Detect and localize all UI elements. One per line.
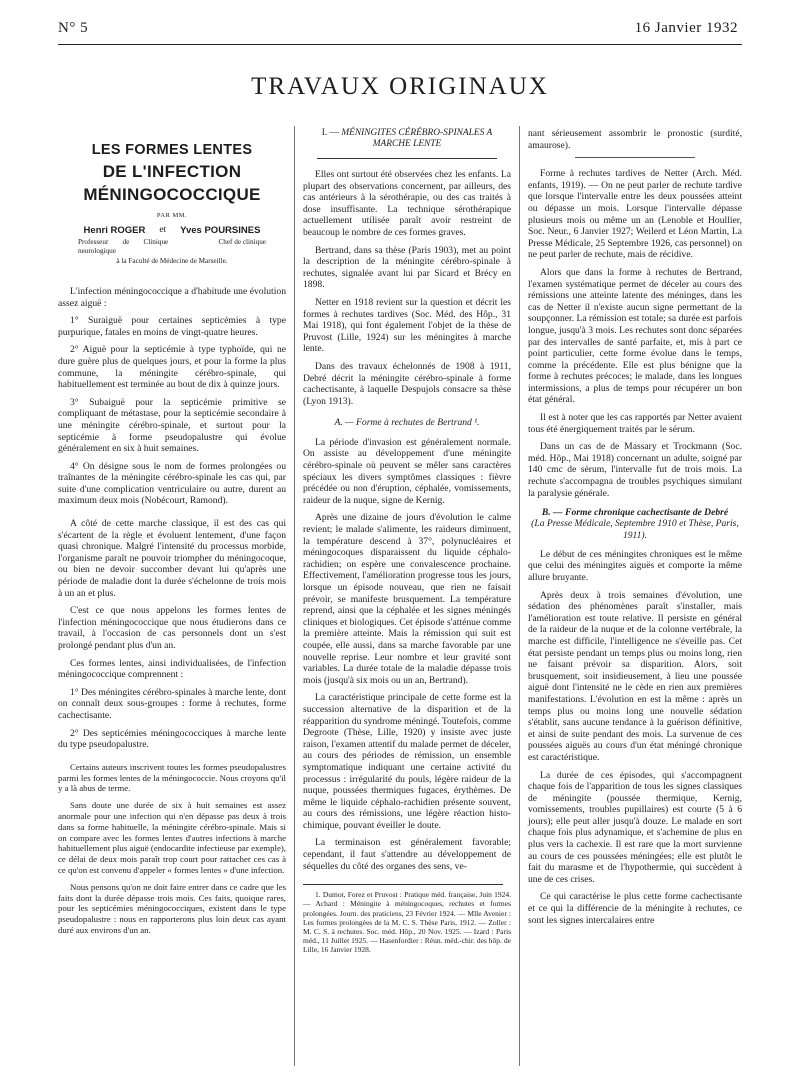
paragraph: Ces formes lentes, ainsi individualisées, de l'infection méningococcique comprennent : (58, 657, 286, 681)
paragraph: 1° Des méningites cérébro-spinales à marche lente, dont on connaît deux sous-groupes : forme à rechutes, forme cachectisante. (58, 686, 286, 721)
affiliation-roger: Professeur de Clinique neurologique (78, 238, 169, 255)
paragraph: Le début de ces méningites chroniques est le même que celui des méningites aiguës et comporte la même allure bruyante. (528, 548, 742, 584)
column-1 (58, 128, 286, 942)
article-title (58, 140, 286, 206)
separator-rule (575, 157, 695, 158)
paragraph: Elles ont surtout été observées chez les enfants. La plupart des observations concernent, par ailleurs, des cas antérieurs à la sérothérapie, ou des cas traités à dose insuffisante. La technique sérothérapique actuellement utilisée paraît avoir restreint de beaucoup le nombre de ces formes graves. (303, 169, 511, 238)
article-title-line: LES FORMES LENTES (91, 142, 253, 158)
subsection-number: I. — (321, 128, 339, 138)
by-line: PAR MM. (156, 212, 188, 219)
column-divider (294, 126, 295, 1066)
paragraph: 2° Aiguë pour la septicémie à type typhoïde, qui ne dure guère plus de quelques jours, et pour la forme la plus commune, la méningite cérébro-spinale, qui habituellement est terminée au bout de dix à quinze jours. (58, 344, 286, 391)
column-2 (303, 128, 511, 961)
column-3 (528, 128, 742, 932)
affiliation-poursines: Chef de clinique (218, 238, 266, 247)
author-poursines: Yves POURSINES (180, 224, 261, 236)
article-title-line: MÉNINGOCOCCIQUE (83, 185, 261, 204)
column-divider (519, 126, 520, 1066)
paragraph: Dans un cas de de Massary et Trockmann (Soc. méd. Hôp., Mai 1918) concernant un adulte, soigné par 140 cmc de sérum, l'intervalle fut de trois mois. La rechute s'accompagna de troubles psychiques simulant la paralysie générale. (528, 441, 742, 499)
heading-rule (317, 158, 497, 159)
subsection-b-reference: (La Presse Médicale, Septembre 1910 et Thèse, Paris, 1911). (531, 518, 739, 541)
subsection-b-heading (528, 507, 742, 541)
article-title-line: DE L'INFECTION (102, 162, 242, 181)
paragraph: A côté de cette marche classique, il est des cas qui s'écartent de la règle et évoluent lentement, d'une façon quasi chronique. Malgré l'intensité du processus morbide, l'organisme paraît ne pouvoir triompher du méningocoque, ou bien ne devoir succomber devant lui qu'après une période de maladie dont la durée s'échelonne de trois mois à un an et plus. (58, 518, 286, 599)
paragraph: Netter en 1918 revient sur la question et décrit les formes à rechutes tardives (Soc. Méd. des Hôp., 31 Mai 1918), qui font également l'objet de la thèse de Pruvost (Lille, 1924) sur les méningites à marche lente. (303, 296, 511, 355)
paragraph: nant sérieusement assombrir le pronostic (surdité, amaurose). (528, 128, 742, 151)
paragraph: La caractéristique principale de cette forme est la succession alternative de la disparition et de la réapparition du syndrome méningé. Toutefois, comme Degroote (Thèse, Lille, 1920) y insiste avec juste raison, l'examen attentif du malade permet de déceler, au cours des périodes de rémission, un ensemble symptomatique indiquant une certaine activité du processus : irrégularité du pouls, légère raideur de la nuque, poussées thermiques fugaces, érythèmes. De même le liquide céphalo-rachidien présente souvent, au cours des rémissions, une légère réaction histo-chimique, pouvant éveiller le doute. (303, 692, 511, 831)
paragraph: Sans doute une durée de six à huit semaines est assez anormale pour une infection qui n'en dépasse pas deux à trois dans sa forme habituelle, la méningite cérébro-spinale. Mais si on compare avec les formes lentes d'autres infections à marche habituellement plus aiguë (endocardite infectieuse par exemple), ce délai de deux mois paraît trop court pour rattacher ces cas à ce qu'on est convenu d'appeler « formes lentes » d'une infection. (58, 800, 286, 875)
subsection-title: MÉNINGITES CÉRÉBRO-SPINALES A MARCHE LENTE (341, 128, 493, 149)
subsection-heading (303, 128, 511, 150)
paragraph: 2° Des septicémies méningococciques à marche lente du type pseudopalustre. (58, 727, 286, 751)
header-rule (58, 44, 742, 45)
paragraph: L'infection méningococcique a d'habitude une évolution assez aiguë : (58, 285, 286, 309)
paragraph: Forme à rechutes tardives de Netter (Arch. Méd. enfants, 1919). — On ne peut parler de rechute tardive que lorsque l'intervalle entre les deux poussées atteint ou dépasse un mois. Lorsque l'intervalle dépasse plusieurs mois ou même un an (Lenoble et Houllier, Soc. Neur., 6 Janvier 1927; Weilerd et Léon Martin, La Presse Médicale, 25 Septembre 1926, cas personnel) on ne peut parler de rechute, mais de récidive. (528, 168, 742, 261)
subsection-a-heading (303, 417, 511, 429)
section-title: TRAVAUX ORIGINAUX (251, 73, 549, 100)
paragraph: Ce qui caractérise le plus cette forme cachectisante et ce qui la différencie de la méningite à rechutes, ce sont les signes intercalaires entre (528, 891, 742, 926)
paragraph: 4° On désigne sous le nom de formes prolongées ou traînantes de la méningite cérébro-spinale les cas qui, par suite d'une complication ventriculaire ou autre, durent au maximum deux mois (Nobécourt, Ramond). (58, 460, 286, 507)
subsection-b-title: B. — Forme chronique cachectisante de Debré (541, 507, 729, 519)
paragraph: Il est à noter que les cas rapportés par Netter avaient tous été énergiquement traités par le sérum. (528, 412, 742, 435)
paragraph: Dans des travaux échelonnés de 1908 à 1911, Debré décrit la méningite cérébro-spinale à forme cachectisante, à laquelle Despujols consacre sa thèse (Lyon 1913). (303, 360, 511, 407)
affiliations (78, 238, 266, 255)
author-conjunction: et (159, 224, 167, 235)
paragraph: La durée de ces épisodes, qui s'accompagnent chaque fois de l'apparition de tous les signes classiques de méningite (poussée thermique, Kernig, vomissements, troubles pupillaires) est courte (5 à 6 jours); elle peut aller jusqu'à douze. Le malade en sort chaque fois plus adynamique, et s'achemine de plus en plus vers la cachexie. Il est rare que la mort survienne au cours de ces poussées méningées; elle est plutôt le fait du marasme et de l'hypothermie, qui succèdent à une de ces crises. (528, 769, 742, 885)
author-roger: Henri ROGER (83, 224, 146, 236)
paragraph: Bertrand, dans sa thèse (Paris 1903), met au point la description de la méningite cérébro-spinale à rechutes, signalée avant lui par Sicard et Brécy en 1898. (303, 244, 511, 291)
paragraph: Après une dizaine de jours d'évolution le calme revient; le malade s'alimente, les raideurs diminuent, la température descend à 37°, polynucléaires et méningocoques disparaissent du liquide céphalo-rachidien; on espère une convalescence prochaine. Effectivement, l'amélioration progresse tous les jours, lorsque un épisode nouveau, que rien ne faisait prévoir, se manifeste brusquement. La température reprend, ainsi que la céphalée et les signes méningés cliniques et biologiques. Cet épisode s'atténue comme la première atteinte. Mais la rémission qui suit est coupée, elle aussi, dans sa marche favorable par une nouvelle reprise. Leur nombre et leur gravité sont variables. La durée totale de la maladie dépasse trois mois (jusqu'à six mois ou un an, Bertrand). (303, 512, 511, 686)
subsection-a-title: A. — Forme à rechutes de Bertrand ¹. (334, 417, 480, 429)
paragraph: C'est ce que nous appelons les formes lentes de l'infection méningococcique que nous étudierons dans ce travail, à l'occasion de cas personnels dont un s'est prolongé pendant plus d'un an. (58, 605, 286, 651)
paragraph: 3° Subaiguë pour la septicémie primitive se compliquant de métastase, pour la septicémie secondaire à une méningite cérébro-spinale, et surtout pour la septicémie à forme pseudopalustre qui évolue généralement en six à huit semaines. (58, 396, 286, 455)
paragraph: Alors que dans la forme à rechutes de Bertrand, l'examen systématique permet de déceler au cours des rémissions une atteinte latente des méninges, dans les cas de Netter il n'existe aucun signe permettant de la soupçonner. La rémission est totale; sa durée est parfois longue, jusqu'à 3 mois. Les rechutes sont donc séparées par des intervalles de santé parfaite, et, mis à part ce point particulier, cette forme évolue dans le temps, comme la précédente. Elle est plus bénigne que la forme à rechutes précoces; le malade, dans les longues intermissions, a plus de temps pour récupérer un bon état général. (528, 266, 742, 406)
paragraph: La terminaison est généralement favorable; cependant, il faut s'attendre au développement de séquelles du côté des organes des sens, ve- (303, 837, 511, 872)
footnote-rule (303, 884, 503, 885)
paragraph: Après deux à trois semaines d'évolution, une sédation des phénomènes paraît s'installer, mais l'amélioration est toute relative. Il persiste en général de la raideur de la nuque et de la colonne vertébrale, la marche est difficile, l'intelligence ne s'éveille pas. Cet état persiste pendant un temps plus ou moins long, rien ne faisant prévoir sa disparition. Alors, soit brusquement, soit insidieusement, à lieu une poussée aiguë dont l'intensité ne le cède en rien aux premières manifestations. L'évolution en est la même : après un temps plus ou moins long une nouvelle sédation s'établit, sans aucune tendance à la guérison définitive, et ainsi de suite pendant des mois. La survenue de ces poussées aiguës au cours d'un état méningé chronique est caractéristique. (528, 589, 742, 763)
issue-number: N° 5 (58, 20, 89, 36)
authors (58, 225, 286, 237)
affiliation-location: à la Faculté de Médecine de Marseille. (116, 257, 228, 266)
paragraph: Certains auteurs inscrivent toutes les formes pseudopalustres parmi les formes lentes de la méningococcie. Nous croyons qu'il y a là abus de terme. (58, 761, 286, 794)
issue-date: 16 Janvier 1932 (634, 20, 738, 36)
paragraph: 1° Suraiguë pour certaines septicémies à type purpurique, fatales en moins de vingt-quatre heures. (58, 315, 286, 338)
footnote: 1. Dumot, Forez et Pruvost : Pratique méd. française, Juin 1924. — Achard : Méningite à méningocoques, rechutes et formes prolongées. Journ. des praticiens, 23 Février 1924. — Mlle Avenier : Les formes prolongées de la M. C. S. Thèse Paris, 1912. — Zoller : M. C. S. à rechutes. Soc. méd. Hôp., 20 Nov. 1925. — Izard : Paris méd., 11 Juillet 1925. — Hasenfordier : Réun. méd.-chir. des hôp. de Lille, 16 Janvier 1928. (303, 890, 511, 955)
paragraph: La période d'invasion est généralement normale. On assiste au développement d'une méningite cérébro-spinale où peuvent se mêler sans caractères spéciaux les divers symptômes classiques : fièvre précédée ou non d'éruption, céphalée, vomissements, raideur de la nuque, signe de Kernig. (303, 436, 511, 506)
paragraph: Nous pensons qu'on ne doit faire entrer dans ce cadre que les faits dont la durée dépasse trois mois. Ces faits, quoique rares, pour les septicémies méningococciques, existent dans le type pseudopalustre : nous en rapporterons plus loin deux cas ayant duré aux environs d'un an. (58, 881, 286, 935)
